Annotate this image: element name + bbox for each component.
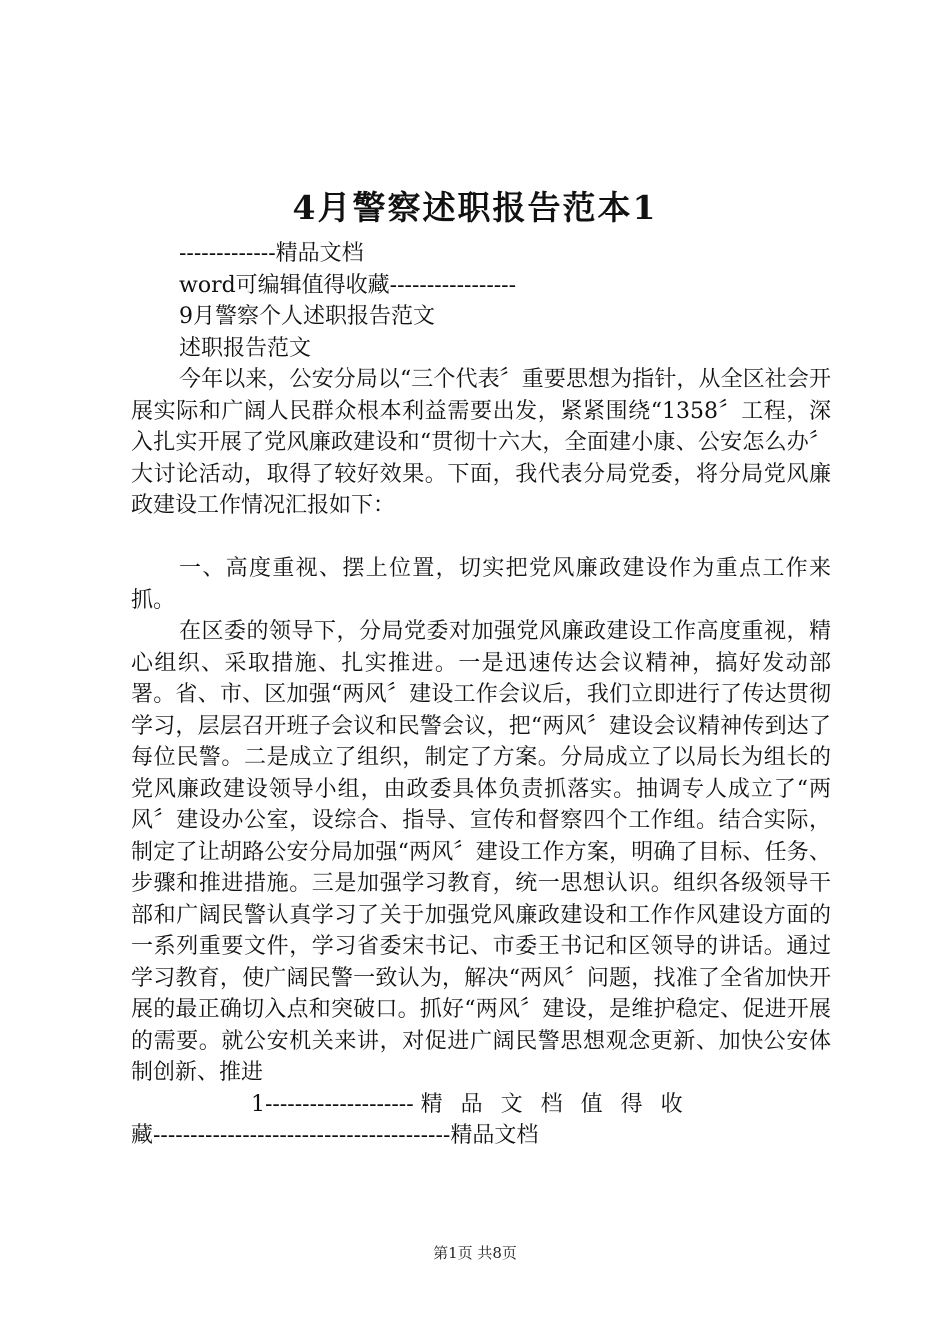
- watermark-footer-line-2: 藏----------------------------------------精品文档: [131, 1123, 539, 1148]
- paragraph-body: 在区委的领导下，分局党委对加强党风廉政建设工作高度重视，精心组织、采取措施、扎实推进。一是迅速传达会议精神，搞好发动部署。省、市、区加强“两风〞建设工作会议后，我们立即进行了传达贯彻学习，层层召开班子会议和民警会议，把“两风〞建设会议精神传到达了每位民警。二是成立了组织，制定了方案。分局成立了以局长为组长的党风廉政建设领导小组，由政委具体负责抓落实。抽调专人成立了“两风〞建设办公室，设综合、指导、宣传和督察四个工作组。结合实际，制定了让胡路公安分局加强“两风〞建设工作方案，明确了目标、任务、步骤和推进措施。三是加强学习教育，统一思想认识。组织各级领导干部和广阔民警认真学习了关于加强党风廉政建设和工作作风建设方面的一系列重要文件，学习省委宋书记、市委王书记和区领导的讲话。通过学习教育，使广阔民警一致认为，解决“两风〞问题，找准了全省加快开展的最正确切入点和突破口。抓好“两风〞建设，是维护稳定、促进开展的需要。就公安机关来讲，对促进广阔民警思想观念更新、加快公安体制创新、推进: [131, 619, 831, 1085]
- paragraph-spacer: [131, 522, 831, 554]
- header-line-watermark-1: -------------精品文档: [179, 241, 364, 266]
- header-line-category: 述职报告范文: [179, 335, 312, 361]
- watermark-footer-spread: 精品文档值得收: [420, 1091, 701, 1117]
- paragraph-section-heading: 一、高度重视、摆上位置，切实把党风廉政建设作为重点工作来抓。: [131, 556, 831, 613]
- header-line-subtitle: 9月警察个人述职报告范文: [179, 304, 435, 329]
- header-line-watermark-2: word可编辑值得收藏-----------------: [179, 272, 517, 298]
- watermark-footer-prefix: 1--------------------: [251, 1091, 414, 1117]
- document-title: 4月警察述职报告范本1: [292, 188, 658, 227]
- paragraph-intro: 今年以来，公安分局以“三个代表〞重要思想为指针，从全区社会开展实际和广阔人民群众根本利益需要出发，紧紧围绕“1358〞工程，深入扎实开展了党风廉政建设和“贯彻十六大，全面建小康、公安怎么办〞大讨论活动，取得了较好效果。下面，我代表分局党委，将分局党风廉政建设工作情况汇报如下：: [131, 367, 831, 518]
- page-number-footer: 第1页 共8页: [433, 1244, 517, 1262]
- document-body: [131, 238, 831, 1152]
- watermark-footer-line-1: [131, 1089, 831, 1121]
